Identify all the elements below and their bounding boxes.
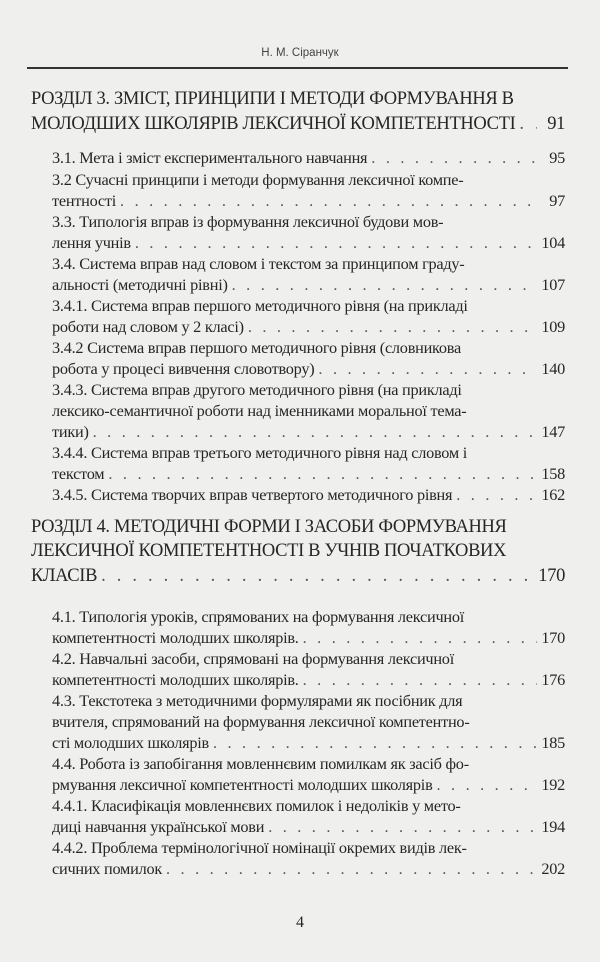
toc-entry-title: 3.3. Типологія вправ із формування лексичної будови мов- xyxy=(52,212,444,231)
toc-section-line xyxy=(52,295,565,316)
toc-entry-title: 4.4. Робота із запобігання мовленнєвим помилкам як засіб фо- xyxy=(52,754,469,773)
toc-page-number: 202 xyxy=(541,859,565,878)
toc-chapter-line xyxy=(31,87,565,111)
toc-page-number: 162 xyxy=(541,485,565,504)
toc-section-line xyxy=(52,774,565,795)
toc-entry-title: текстом xyxy=(52,464,105,483)
header-rule xyxy=(27,67,568,69)
toc-entry-title: тентності xyxy=(52,191,117,210)
toc-section-line xyxy=(52,253,565,274)
toc-entry-title: рмування лексичної компетентності молодших школярів xyxy=(52,775,433,794)
dot-leader xyxy=(101,564,534,588)
toc-entry-title: 3.4.3. Система вправ другого методичного рівня (на прикладі xyxy=(52,380,462,399)
toc-page-number: 158 xyxy=(541,464,565,483)
dot-leader xyxy=(371,147,537,168)
toc-page-number: 91 xyxy=(547,114,565,134)
page-number: 4 xyxy=(296,914,304,931)
dot-leader xyxy=(135,232,537,253)
toc-entry-title: 4.4.2. Проблема термінологічної номінації окремих видів лек- xyxy=(52,838,467,857)
running-header-author: Н. М. Сіранчук xyxy=(261,47,339,59)
toc-section-line xyxy=(52,711,565,732)
toc-section-line xyxy=(52,669,565,690)
toc-page-number: 104 xyxy=(541,233,565,252)
toc-section-line xyxy=(52,421,565,442)
toc-page-number: 170 xyxy=(538,566,565,586)
dot-leader xyxy=(318,358,537,379)
toc-entry-title: 4.2. Навчальні засоби, спрямовані на формування лексичної xyxy=(52,649,454,668)
dot-leader xyxy=(232,274,537,295)
toc-entry-title: 3.4.4. Система вправ третього методичного рівня над словом і xyxy=(52,443,468,462)
toc-chapter-line xyxy=(31,112,565,136)
toc-section-line xyxy=(52,690,565,711)
toc-entry-title: диці навчання української мови xyxy=(52,817,265,836)
dot-leader xyxy=(268,816,537,837)
toc-chapter-line xyxy=(31,564,565,588)
toc-section-line xyxy=(52,463,565,484)
toc-entry-title: 3.4.1. Система вправ першого методичного рівня (на прикладі xyxy=(52,296,468,315)
toc-entry-title: 4.3. Текстотека з методичними формулярами як посібник для xyxy=(52,691,463,710)
toc-entry-title: лення учнів xyxy=(52,233,131,252)
toc-page-number: 170 xyxy=(541,628,565,647)
toc-entry-title: лексико-семантичної роботи над іменниками моральної тема- xyxy=(52,401,467,420)
toc-section-line xyxy=(52,442,565,463)
dot-leader xyxy=(166,858,537,879)
toc-page-number: 185 xyxy=(541,733,565,752)
toc-entry-title: сті молодших школярів xyxy=(52,733,209,752)
dot-leader xyxy=(108,463,537,484)
toc-section-line xyxy=(52,232,565,253)
toc-section-line xyxy=(52,795,565,816)
toc-section-line xyxy=(52,606,565,627)
toc-entry-title: компетентності молодших школярів. xyxy=(52,670,299,689)
toc-section-line xyxy=(52,190,565,211)
toc-entry-title: КЛАСІВ xyxy=(31,566,98,586)
toc-entry-title: 3.4.5. Система творчих вправ четвертого методичного рівня xyxy=(52,485,453,504)
dot-leader xyxy=(213,732,537,753)
toc-entry-title: 4.4.1. Класифікація мовленнєвих помилок і недоліків у мето- xyxy=(52,796,461,815)
toc-entry-title: роботи над словом у 2 класі) xyxy=(52,317,244,336)
toc-section-line xyxy=(52,858,565,879)
toc-section-line xyxy=(52,400,565,421)
toc-page-number: 109 xyxy=(541,317,565,336)
toc-page-number: 107 xyxy=(541,275,565,294)
toc-chapter-line xyxy=(31,539,565,563)
toc-section-line xyxy=(52,484,565,505)
dot-leader xyxy=(519,112,537,136)
toc-section-line xyxy=(52,337,565,358)
toc-page-number: 140 xyxy=(541,359,565,378)
toc-section-line xyxy=(52,316,565,337)
toc-section-line xyxy=(52,147,565,168)
toc-entry-title: сичних помилок xyxy=(52,859,162,878)
toc-section-line xyxy=(52,169,565,190)
toc-page-number: 192 xyxy=(541,775,565,794)
dot-leader xyxy=(303,627,537,648)
toc-entry-title: альності (методичні рівні) xyxy=(52,275,228,294)
dot-leader xyxy=(456,484,537,505)
dot-leader xyxy=(303,669,537,690)
dot-leader xyxy=(120,190,537,211)
toc-chapter-line xyxy=(31,515,565,539)
toc-entry-title: 3.2 Сучасні принципи і методи формування лексичної компе- xyxy=(52,170,464,189)
toc-section-line xyxy=(52,211,565,232)
toc-entry-title: 3.4. Система вправ над словом і текстом за принципом граду- xyxy=(52,254,465,273)
toc-section-line xyxy=(52,837,565,858)
toc-section-line xyxy=(52,732,565,753)
toc-page-number: 95 xyxy=(549,148,565,167)
dot-leader xyxy=(93,421,537,442)
toc-entry-title: 4.1. Типологія уроків, спрямованих на формування лексичної xyxy=(52,607,465,626)
toc-section-line xyxy=(52,753,565,774)
toc-section-line xyxy=(52,379,565,400)
toc-section-line xyxy=(52,816,565,837)
toc-entry-title: МОЛОДШИХ ШКОЛЯРІВ ЛЕКСИЧНОЇ КОМПЕТЕНТНОСТІ xyxy=(31,114,516,134)
toc-page-number: 97 xyxy=(549,191,565,210)
toc-section-line xyxy=(52,648,565,669)
dot-leader xyxy=(248,316,537,337)
toc-entry-title: РОЗДІЛ 3. ЗМІСТ, ПРИНЦИПИ І МЕТОДИ ФОРМУВАННЯ В xyxy=(31,89,514,109)
toc-entry-title: 3.4.2 Система вправ першого методичного рівня (словникова xyxy=(52,338,461,357)
dot-leader xyxy=(437,774,537,795)
toc-page-number: 194 xyxy=(541,817,565,836)
toc-entry-title: РОЗДІЛ 4. МЕТОДИЧНІ ФОРМИ І ЗАСОБИ ФОРМУВАННЯ xyxy=(31,517,507,537)
toc-entry-title: 3.1. Мета і зміст експериментального навчання xyxy=(52,148,368,167)
toc-entry-title: компетентності молодших школярів. xyxy=(52,628,299,647)
toc-page-number: 147 xyxy=(541,422,565,441)
toc-entry-title: робота у процесі вивчення словотвору) xyxy=(52,359,315,378)
toc-entry-title: ЛЕКСИЧНОЇ КОМПЕТЕНТНОСТІ В УЧНІВ ПОЧАТКОВИХ xyxy=(31,541,507,561)
toc-section-line xyxy=(52,358,565,379)
toc-entry-title: тики) xyxy=(52,422,89,441)
toc-entry-title: вчителя, спрямований на формування лексичної компетентно- xyxy=(52,712,470,731)
toc-section-line xyxy=(52,274,565,295)
toc-section-line xyxy=(52,627,565,648)
toc-page-number: 176 xyxy=(541,670,565,689)
